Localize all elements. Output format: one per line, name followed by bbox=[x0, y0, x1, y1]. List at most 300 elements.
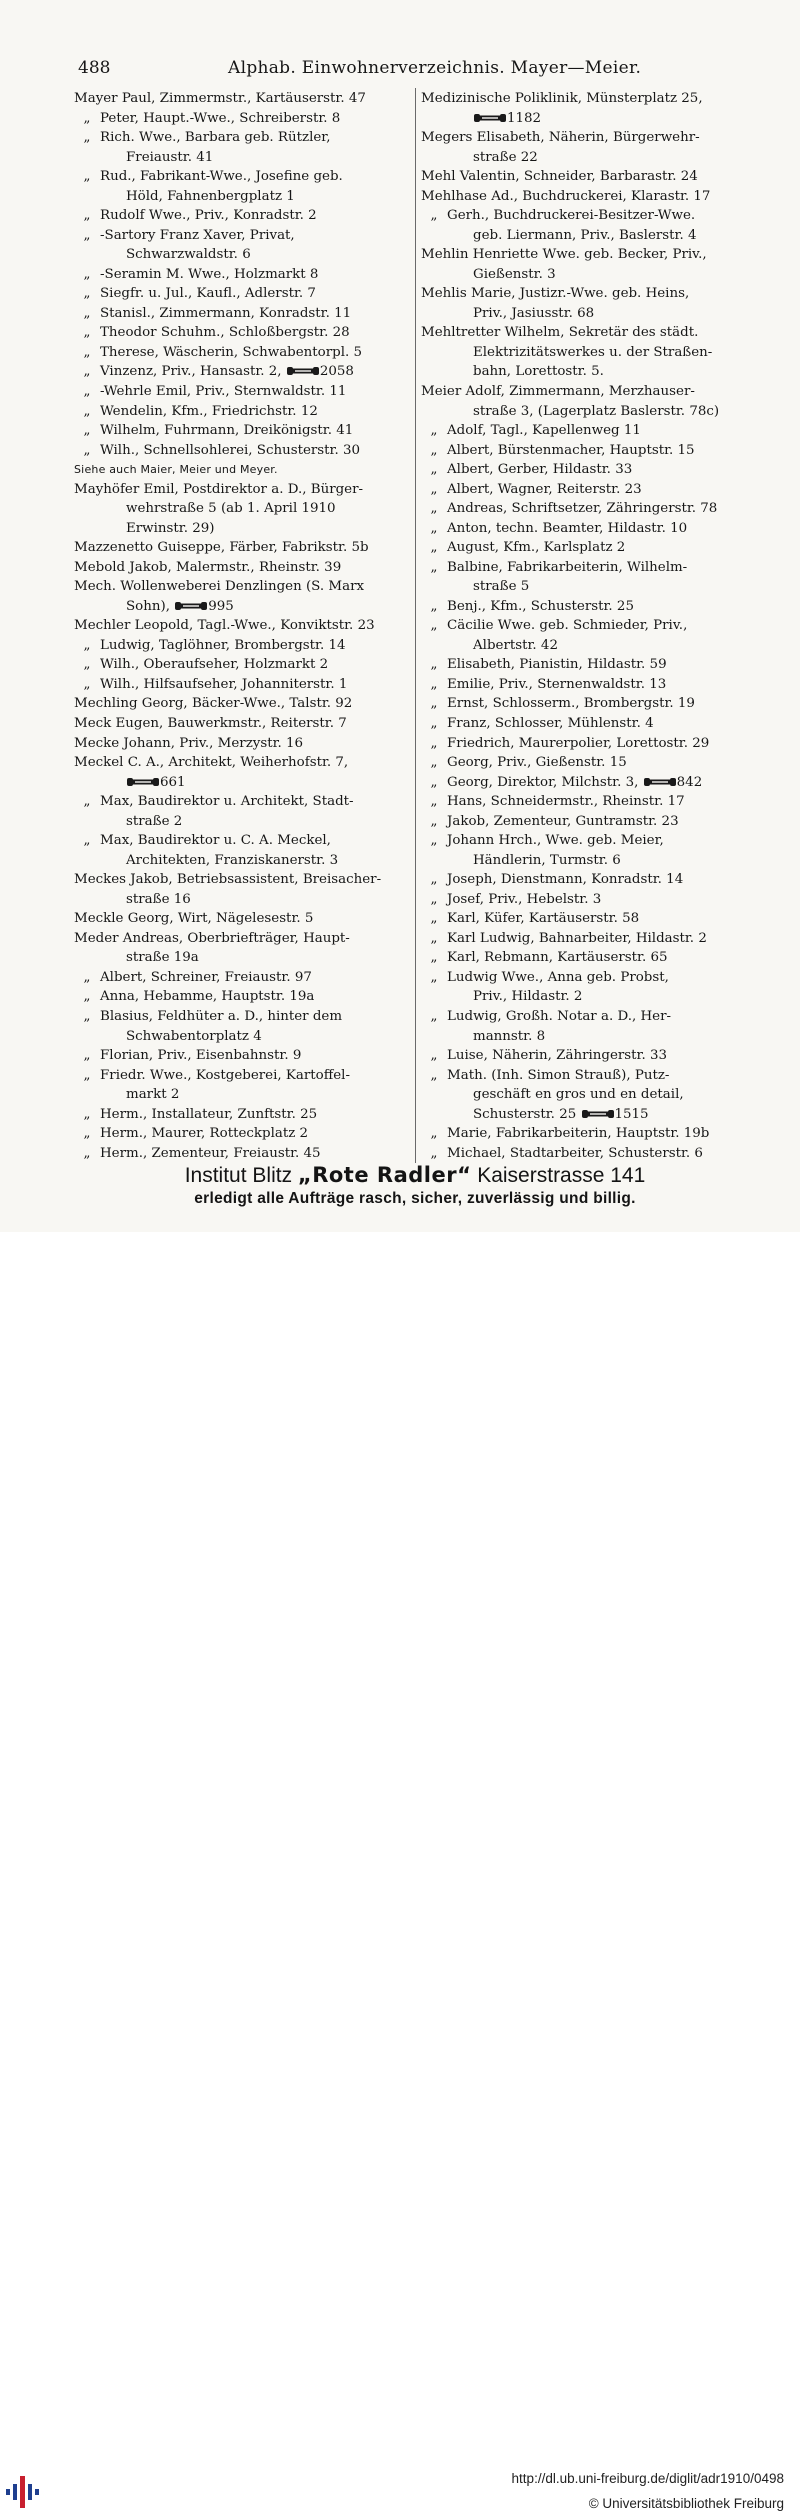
directory-entry-line bbox=[74, 167, 410, 187]
directory-entry-line bbox=[74, 304, 410, 324]
ditto-mark: „ bbox=[430, 559, 438, 575]
directory-entry-line bbox=[74, 558, 410, 578]
advert-address: Kaiserstrasse 141 bbox=[471, 1164, 646, 1187]
entry-text: Architekten, Franziskanerstr. 3 bbox=[126, 852, 339, 868]
directory-entry-line bbox=[74, 636, 410, 656]
entry-text: Albert, Wagner, Reiterstr. 23 bbox=[447, 481, 642, 497]
ditto-mark: „ bbox=[83, 383, 91, 399]
entry-text: bahn, Lorettostr. 5. bbox=[473, 364, 604, 380]
entry-text: Albert, Bürstenmacher, Hauptstr. 15 bbox=[447, 442, 695, 458]
entry-text: straße 5 bbox=[473, 579, 530, 595]
directory-entry-line bbox=[421, 538, 751, 558]
entry-text: Ludwig, Taglöhner, Brombergstr. 14 bbox=[100, 637, 346, 653]
ditto-mark: „ bbox=[430, 657, 438, 673]
directory-entry-line bbox=[74, 1046, 410, 1066]
ditto-mark: „ bbox=[83, 833, 91, 849]
directory-entry-line bbox=[421, 382, 751, 402]
directory-entry-line bbox=[74, 1027, 410, 1047]
ditto-mark: „ bbox=[83, 657, 91, 673]
entry-text: Wilh., Hilfsaufseher, Johanniterstr. 1 bbox=[100, 676, 348, 692]
entry-text: Joseph, Dienstmann, Konradstr. 14 bbox=[447, 872, 684, 888]
directory-column-right bbox=[421, 89, 751, 1164]
entry-text: Ludwig, Großh. Notar a. D., Her- bbox=[447, 1008, 672, 1024]
entry-text: Mecke Johann, Priv., Merzystr. 16 bbox=[74, 735, 304, 751]
directory-entry-line bbox=[421, 558, 751, 578]
entry-text: Stanisl., Zimmermann, Konradstr. 11 bbox=[100, 305, 352, 321]
ditto-mark: „ bbox=[83, 1106, 91, 1122]
entry-text: Elektrizitätswerkes u. der Straßen- bbox=[473, 344, 713, 360]
ditto-mark: „ bbox=[83, 989, 91, 1005]
entry-text: Herm., Maurer, Rotteckplatz 2 bbox=[100, 1126, 309, 1142]
entry-text: Karl, Küfer, Kartäuserstr. 58 bbox=[447, 911, 640, 927]
directory-entry-line bbox=[421, 948, 751, 968]
entry-text: Freiaustr. 41 bbox=[126, 149, 214, 165]
entry-text: Rudolf Wwe., Priv., Konradstr. 2 bbox=[100, 208, 317, 224]
directory-entry-line bbox=[74, 1066, 410, 1086]
entry-text: Blasius, Feldhüter a. D., hinter dem bbox=[100, 1008, 343, 1024]
ditto-mark: „ bbox=[83, 1145, 91, 1161]
ditto-mark: „ bbox=[430, 481, 438, 497]
entry-text: Gerh., Buchdruckerei-Besitzer-Wwe. bbox=[447, 208, 696, 224]
entry-text: Karl Ludwig, Bahnarbeiter, Hildastr. 2 bbox=[447, 930, 707, 946]
directory-entry-line bbox=[421, 343, 751, 363]
directory-entry-line bbox=[74, 714, 410, 734]
ditto-mark: „ bbox=[83, 403, 91, 419]
directory-entry-line bbox=[421, 519, 751, 539]
directory-entry-line bbox=[421, 265, 751, 285]
telephone-symbol-icon bbox=[127, 777, 159, 787]
directory-entry-line bbox=[74, 773, 410, 793]
ditto-mark: „ bbox=[83, 794, 91, 810]
entry-text: Mechler Leopold, Tagl.-Wwe., Konviktstr. 23 bbox=[74, 618, 375, 634]
telephone-symbol-icon bbox=[644, 777, 676, 787]
ditto-mark: „ bbox=[83, 969, 91, 985]
ditto-mark: „ bbox=[430, 423, 438, 439]
directory-entry-line bbox=[421, 109, 751, 129]
telephone-number: 995 bbox=[208, 598, 234, 614]
ditto-mark: „ bbox=[83, 169, 91, 185]
entry-text: Schwarzwaldstr. 6 bbox=[126, 247, 251, 263]
directory-entry-line bbox=[74, 284, 410, 304]
directory-entry-line bbox=[74, 382, 410, 402]
directory-entry-line bbox=[421, 460, 751, 480]
entry-text: Herm., Installateur, Zunftstr. 25 bbox=[100, 1106, 318, 1122]
ditto-mark: „ bbox=[83, 130, 91, 146]
ditto-mark: „ bbox=[430, 676, 438, 692]
page-number: 488 bbox=[78, 58, 111, 78]
entry-text: August, Kfm., Karlsplatz 2 bbox=[447, 540, 626, 556]
entry-text: Max, Baudirektor u. C. A. Meckel, bbox=[100, 833, 331, 849]
directory-column-left bbox=[74, 89, 410, 1164]
ditto-mark: „ bbox=[83, 305, 91, 321]
entry-text: Siehe auch Maier, Meier und Meyer. bbox=[74, 463, 278, 477]
ditto-mark: „ bbox=[83, 676, 91, 692]
entry-text: Rud., Fabrikant-Wwe., Josefine geb. bbox=[100, 169, 343, 185]
directory-entry-line bbox=[74, 753, 410, 773]
ditto-mark: „ bbox=[430, 833, 438, 849]
ditto-mark: „ bbox=[83, 1048, 91, 1064]
directory-entry-line bbox=[74, 890, 410, 910]
entry-text: geschäft en gros und en detail, bbox=[473, 1087, 684, 1103]
entry-text: straße 2 bbox=[126, 813, 183, 829]
advertisement bbox=[60, 1162, 770, 1210]
entry-text: Megers Elisabeth, Näherin, Bürgerwehr- bbox=[421, 130, 700, 146]
directory-entry-line bbox=[74, 675, 410, 695]
entry-text: Luise, Näherin, Zähringerstr. 33 bbox=[447, 1048, 668, 1064]
directory-entry-line bbox=[421, 421, 751, 441]
directory-entry-line bbox=[74, 987, 410, 1007]
entry-text: Mechling Georg, Bäcker-Wwe., Talstr. 92 bbox=[74, 696, 353, 712]
ditto-mark: „ bbox=[83, 344, 91, 360]
entry-text: Schwabentorplatz 4 bbox=[126, 1028, 262, 1044]
ditto-mark: „ bbox=[83, 637, 91, 653]
entry-text: Priv., Hildastr. 2 bbox=[473, 989, 583, 1005]
directory-entry-line bbox=[421, 323, 751, 343]
copyright-notice: © Universitätsbibliothek Freiburg bbox=[588, 2496, 784, 2511]
entry-text: -Sartory Franz Xaver, Privat, bbox=[100, 227, 295, 243]
entry-text: Höld, Fahnenbergplatz 1 bbox=[126, 188, 295, 204]
directory-entry-line bbox=[421, 968, 751, 988]
telephone-number: 1182 bbox=[507, 110, 542, 126]
ditto-mark: „ bbox=[83, 1067, 91, 1083]
entry-text: Florian, Priv., Eisenbahnstr. 9 bbox=[100, 1048, 302, 1064]
entry-text: Meckes Jakob, Betriebsassistent, Breisacher- bbox=[74, 872, 382, 888]
entry-text: Josef, Priv., Hebelstr. 3 bbox=[447, 891, 602, 907]
ditto-mark: „ bbox=[83, 325, 91, 341]
entry-text: Therese, Wäscherin, Schwabentorpl. 5 bbox=[100, 344, 363, 360]
directory-entry-line bbox=[74, 128, 410, 148]
directory-entry-line bbox=[74, 1085, 410, 1105]
directory-entry-line bbox=[74, 1105, 410, 1125]
entry-text: Händlerin, Turmstr. 6 bbox=[473, 852, 621, 868]
directory-entry-line bbox=[74, 480, 410, 500]
ditto-mark: „ bbox=[430, 930, 438, 946]
directory-entry-line bbox=[74, 616, 410, 636]
ditto-mark: „ bbox=[83, 423, 91, 439]
entry-text: -Seramin M. Wwe., Holzmarkt 8 bbox=[100, 266, 319, 282]
entry-text: straße 19a bbox=[126, 950, 199, 966]
ditto-mark: „ bbox=[430, 872, 438, 888]
directory-entry-line bbox=[421, 714, 751, 734]
directory-entry-line bbox=[421, 1124, 751, 1144]
directory-entry-line bbox=[421, 187, 751, 207]
entry-text: Sohn), bbox=[126, 598, 170, 614]
directory-entry-line bbox=[74, 870, 410, 890]
advert-slogan: erledigt alle Aufträge rasch, sicher, zuverlässig und billig. bbox=[194, 1190, 636, 1207]
directory-entry-line bbox=[421, 909, 751, 929]
cross-reference-note bbox=[74, 460, 410, 480]
entry-text: Mehl Valentin, Schneider, Barbarastr. 24 bbox=[421, 169, 698, 185]
ditto-mark: „ bbox=[430, 442, 438, 458]
entry-text: Mayer Paul, Zimmermstr., Kartäuserstr. 47 bbox=[74, 91, 366, 106]
directory-entry-line bbox=[74, 1144, 410, 1164]
ditto-mark: „ bbox=[430, 501, 438, 517]
directory-entry-line bbox=[74, 655, 410, 675]
entry-text: Wilh., Oberaufseher, Holzmarkt 2 bbox=[100, 657, 329, 673]
directory-entry-line bbox=[421, 89, 751, 109]
scanned-page bbox=[0, 0, 800, 1232]
entry-text: straße 3, (Lagerplatz Baslerstr. 78c) bbox=[473, 403, 720, 419]
directory-entry-line bbox=[74, 206, 410, 226]
directory-entry-line bbox=[74, 362, 410, 382]
directory-entry-line bbox=[421, 480, 751, 500]
directory-entry-line bbox=[421, 577, 751, 597]
entry-text: Elisabeth, Pianistin, Hildastr. 59 bbox=[447, 657, 667, 673]
entry-text: Jakob, Zementeur, Guntramstr. 23 bbox=[447, 813, 679, 829]
directory-entry-line bbox=[74, 226, 410, 246]
ditto-mark: „ bbox=[430, 969, 438, 985]
page-header bbox=[78, 58, 754, 86]
directory-entry-line bbox=[421, 206, 751, 226]
entry-text: Anna, Hebamme, Hauptstr. 19a bbox=[100, 989, 315, 1005]
directory-entry-line bbox=[74, 577, 410, 597]
ditto-mark: „ bbox=[430, 1145, 438, 1161]
entry-text: geb. Liermann, Priv., Baslerstr. 4 bbox=[473, 227, 697, 243]
entry-text: Max, Baudirektor u. Architekt, Stadt- bbox=[100, 794, 354, 810]
ditto-mark: „ bbox=[430, 1008, 438, 1024]
entry-text: Herm., Zementeur, Freiaustr. 45 bbox=[100, 1145, 321, 1161]
directory-entry-line bbox=[74, 499, 410, 519]
entry-text: Mehlis Marie, Justizr.-Wwe. geb. Heins, bbox=[421, 286, 690, 302]
ditto-mark: „ bbox=[83, 266, 91, 282]
directory-entry-line bbox=[74, 343, 410, 363]
entry-text: Ernst, Schlosserm., Brombergstr. 19 bbox=[447, 696, 695, 712]
entry-text: Medizinische Poliklinik, Münsterplatz 25, bbox=[421, 91, 703, 106]
ditto-mark: „ bbox=[430, 735, 438, 751]
ditto-mark: „ bbox=[430, 950, 438, 966]
ditto-mark: „ bbox=[430, 774, 438, 790]
ditto-mark: „ bbox=[430, 794, 438, 810]
entry-text: Georg, Direktor, Milchstr. 3, bbox=[447, 774, 639, 790]
directory-entry-line bbox=[421, 987, 751, 1007]
source-url-link[interactable]: http://dl.ub.uni-freiburg.de/diglit/adr1910/0498 bbox=[511, 2471, 784, 2486]
directory-entry-line bbox=[421, 675, 751, 695]
ditto-mark: „ bbox=[430, 462, 438, 478]
directory-entry-line bbox=[421, 1144, 751, 1164]
entry-text: Rich. Wwe., Barbara geb. Rützler, bbox=[100, 130, 331, 146]
ditto-mark: „ bbox=[430, 755, 438, 771]
entry-text: Wilhelm, Fuhrmann, Dreikönigstr. 41 bbox=[100, 423, 354, 439]
directory-entry-line bbox=[421, 616, 751, 636]
ditto-mark: „ bbox=[430, 208, 438, 224]
telephone-number: 842 bbox=[676, 774, 703, 790]
entry-text: Marie, Fabrikarbeiterin, Hauptstr. 19b bbox=[447, 1126, 710, 1142]
entry-text: Emilie, Priv., Sternenwaldstr. 13 bbox=[447, 676, 667, 692]
directory-entry-line bbox=[421, 1066, 751, 1086]
directory-entry-line bbox=[421, 753, 751, 773]
entry-text: Mayhöfer Emil, Postdirektor a. D., Bürger- bbox=[74, 481, 364, 497]
ditto-mark: „ bbox=[430, 1126, 438, 1142]
directory-entry-line bbox=[74, 597, 410, 617]
directory-entry-line bbox=[74, 948, 410, 968]
directory-entry-line bbox=[421, 655, 751, 675]
directory-entry-line bbox=[74, 1124, 410, 1144]
entry-text: Karl, Rebmann, Kartäuserstr. 65 bbox=[447, 950, 668, 966]
directory-entry-line bbox=[421, 694, 751, 714]
ditto-mark: „ bbox=[430, 598, 438, 614]
telephone-number: 2058 bbox=[319, 364, 354, 380]
directory-entry-line bbox=[421, 890, 751, 910]
directory-entry-line bbox=[74, 792, 410, 812]
directory-entry-line bbox=[74, 89, 410, 109]
ditto-mark: „ bbox=[430, 696, 438, 712]
advert-headline bbox=[60, 1162, 770, 1188]
directory-entry-line bbox=[421, 1027, 751, 1047]
directory-entry-line bbox=[74, 323, 410, 343]
entry-text: Mehlhase Ad., Buchdruckerei, Klarastr. 17 bbox=[421, 188, 711, 204]
directory-entry-line bbox=[421, 148, 751, 168]
column-divider bbox=[415, 88, 416, 1163]
directory-entry-line bbox=[421, 441, 751, 461]
directory-entry-line bbox=[74, 694, 410, 714]
directory-entry-line bbox=[74, 519, 410, 539]
directory-entry-line bbox=[421, 1046, 751, 1066]
ditto-mark: „ bbox=[430, 1067, 438, 1083]
telephone-symbol-icon bbox=[582, 1109, 614, 1119]
ditto-mark: „ bbox=[83, 364, 91, 380]
ditto-mark: „ bbox=[83, 227, 91, 243]
entry-text: Benj., Kfm., Schusterstr. 25 bbox=[447, 598, 634, 614]
entry-text: Mehlin Henriette Wwe. geb. Becker, Priv., bbox=[421, 247, 707, 263]
entry-text: Hans, Schneidermstr., Rheinstr. 17 bbox=[447, 794, 685, 810]
ditto-mark: „ bbox=[83, 110, 91, 126]
entry-text: Friedrich, Maurerpolier, Lorettostr. 29 bbox=[447, 735, 710, 751]
entry-text: Andreas, Schriftsetzer, Zähringerstr. 78 bbox=[447, 501, 718, 517]
ditto-mark: „ bbox=[430, 891, 438, 907]
telephone-symbol-icon bbox=[474, 113, 506, 123]
entry-text: Michael, Stadtarbeiter, Schusterstr. 6 bbox=[447, 1145, 703, 1161]
telephone-symbol-icon bbox=[175, 601, 207, 611]
directory-entry-line bbox=[74, 187, 410, 207]
ditto-mark: „ bbox=[83, 1008, 91, 1024]
directory-entry-line bbox=[421, 734, 751, 754]
entry-text: Mebold Jakob, Malermstr., Rheinstr. 39 bbox=[74, 559, 342, 575]
entry-text: Theodor Schuhm., Schloßbergstr. 28 bbox=[100, 325, 350, 341]
directory-entry-line bbox=[421, 812, 751, 832]
entry-text: straße 16 bbox=[126, 891, 191, 907]
entry-text: Franz, Schlosser, Mühlenstr. 4 bbox=[447, 716, 654, 731]
ub-freiburg-logo-icon[interactable] bbox=[6, 2472, 50, 2512]
entry-text: Meier Adolf, Zimmermann, Merzhauser- bbox=[421, 383, 695, 399]
advert-company: Institut Blitz bbox=[184, 1164, 298, 1187]
directory-entry-line bbox=[421, 284, 751, 304]
entry-text: Johann Hrch., Wwe. geb. Meier, bbox=[447, 833, 664, 849]
entry-text: Cäcilie Wwe. geb. Schmieder, Priv., bbox=[447, 618, 688, 634]
entry-text: markt 2 bbox=[126, 1087, 180, 1103]
entry-text: Albert, Gerber, Hildastr. 33 bbox=[447, 462, 633, 478]
entry-text: Siegfr. u. Jul., Kaufl., Adlerstr. 7 bbox=[100, 286, 316, 302]
directory-entry-line bbox=[421, 304, 751, 324]
directory-entry-line bbox=[74, 909, 410, 929]
entry-text: mannstr. 8 bbox=[473, 1028, 546, 1044]
directory-entry-line bbox=[421, 1105, 751, 1125]
directory-entry-line bbox=[421, 636, 751, 656]
directory-entry-line bbox=[421, 226, 751, 246]
directory-entry-line bbox=[74, 812, 410, 832]
entry-text: Gießenstr. 3 bbox=[473, 266, 556, 282]
directory-entry-line bbox=[421, 499, 751, 519]
ditto-mark: „ bbox=[430, 520, 438, 536]
entry-text: Friedr. Wwe., Kostgeberei, Kartoffel- bbox=[100, 1067, 350, 1083]
directory-entry-line bbox=[74, 851, 410, 871]
ditto-mark: „ bbox=[83, 442, 91, 458]
entry-text: Albert, Schreiner, Freiaustr. 97 bbox=[100, 969, 312, 985]
entry-text: wehrstraße 5 (ab 1. April 1910 bbox=[126, 501, 336, 517]
directory-entry-line bbox=[421, 1007, 751, 1027]
directory-entry-line bbox=[421, 245, 751, 265]
directory-entry-line bbox=[421, 597, 751, 617]
advert-brand: „Rote Radler“ bbox=[297, 1163, 472, 1187]
ditto-mark: „ bbox=[430, 813, 438, 829]
directory-entry-line bbox=[421, 1085, 751, 1105]
directory-entry-line bbox=[421, 402, 751, 422]
directory-entry-line bbox=[421, 929, 751, 949]
entry-text: Meckle Georg, Wirt, Nägelesestr. 5 bbox=[74, 911, 314, 927]
directory-entry-line bbox=[74, 421, 410, 441]
ditto-mark: „ bbox=[430, 716, 438, 731]
directory-entry-line bbox=[74, 929, 410, 949]
entry-text: Peter, Haupt.-Wwe., Schreiberstr. 8 bbox=[100, 110, 341, 126]
entry-text: Schusterstr. 25 bbox=[473, 1106, 577, 1122]
entry-text: Georg, Priv., Gießenstr. 15 bbox=[447, 755, 627, 771]
entry-text: Wilh., Schnellsohlerei, Schusterstr. 30 bbox=[100, 442, 361, 458]
telephone-number: 661 bbox=[160, 774, 186, 790]
ditto-mark: „ bbox=[430, 540, 438, 556]
entry-text: Meder Andreas, Oberbriefträger, Haupt- bbox=[74, 930, 350, 946]
page-title: Alphab. Einwohnerverzeichnis. Mayer—Meier. bbox=[228, 58, 642, 78]
directory-entry-line bbox=[421, 128, 751, 148]
directory-entry-line bbox=[421, 870, 751, 890]
ditto-mark: „ bbox=[83, 208, 91, 224]
entry-text: straße 22 bbox=[473, 149, 538, 165]
directory-entry-line bbox=[74, 265, 410, 285]
ditto-mark: „ bbox=[430, 618, 438, 634]
entry-text: Mech. Wollenweberei Denzlingen (S. Marx bbox=[74, 579, 365, 595]
ditto-mark: „ bbox=[83, 1126, 91, 1142]
entry-text: Meck Eugen, Bauwerkmstr., Reiterstr. 7 bbox=[74, 716, 347, 731]
ditto-mark: „ bbox=[430, 1048, 438, 1064]
directory-entry-line bbox=[74, 402, 410, 422]
directory-entry-line bbox=[74, 831, 410, 851]
entry-text: Albertstr. 42 bbox=[473, 637, 558, 653]
directory-entry-line bbox=[74, 441, 410, 461]
directory-entry-line bbox=[74, 1007, 410, 1027]
entry-text: Balbine, Fabrikarbeiterin, Wilhelm- bbox=[447, 559, 688, 575]
entry-text: Mehltretter Wilhelm, Sekretär des städt. bbox=[421, 325, 699, 341]
entry-text: Math. (Inh. Simon Strauß), Putz- bbox=[447, 1067, 670, 1083]
entry-text: Wendelin, Kfm., Friedrichstr. 12 bbox=[100, 403, 318, 419]
entry-text: Priv., Jasiusstr. 68 bbox=[473, 305, 595, 321]
directory-entry-line bbox=[421, 851, 751, 871]
ditto-mark: „ bbox=[430, 911, 438, 927]
ditto-mark: „ bbox=[83, 286, 91, 302]
directory-entry-line bbox=[74, 734, 410, 754]
entry-text: Vinzenz, Priv., Hansastr. 2, bbox=[100, 364, 282, 380]
entry-text: Erwinstr. 29) bbox=[126, 520, 215, 536]
directory-entry-line bbox=[74, 968, 410, 988]
directory-entry-line bbox=[74, 148, 410, 168]
directory-entry-line bbox=[421, 792, 751, 812]
entry-text: Meckel C. A., Architekt, Weiherhofstr. 7, bbox=[74, 755, 349, 771]
directory-entry-line bbox=[421, 773, 751, 793]
viewer-footer bbox=[0, 1232, 800, 2511]
entry-text: Mazzenetto Guiseppe, Färber, Fabrikstr. 5b bbox=[74, 540, 369, 556]
directory-entry-line bbox=[74, 109, 410, 129]
entry-text: Adolf, Tagl., Kapellenweg 11 bbox=[447, 423, 641, 439]
directory-entry-line bbox=[421, 167, 751, 187]
directory-entry-line bbox=[421, 831, 751, 851]
directory-entry-line bbox=[74, 245, 410, 265]
